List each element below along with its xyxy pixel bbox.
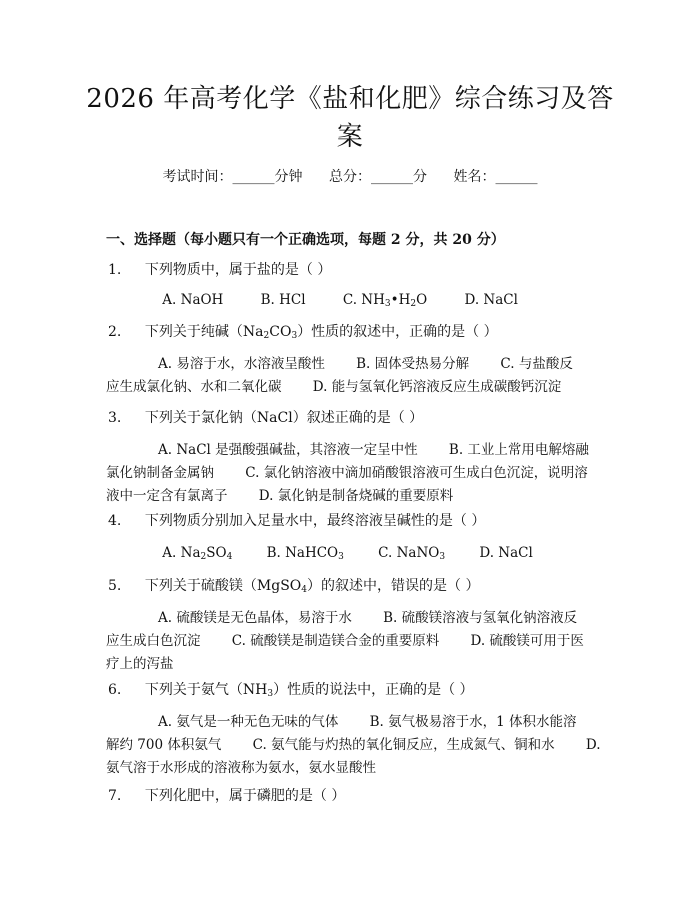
question-number: 3. (108, 410, 122, 426)
options-line-1: A. 易溶于水，水溶液呈酸性 B. 固体受热易分解 C. 与盐酸反 (158, 356, 573, 372)
options-line-1: A. 硫酸镁是无色晶体，易溶于水 B. 硫酸镁溶液与氢氧化钠溶液反 (158, 610, 578, 626)
question-5 (108, 575, 628, 601)
question-1 (108, 259, 628, 281)
question-number: 1. (108, 262, 122, 278)
option-d: D. NaCl (479, 545, 533, 561)
options-line-2: 应生成白色沉淀 C. 硫酸镁是制造镁合金的重要原料 D. 硫酸镁可用于医 (106, 633, 584, 649)
question-stem: 下列关于氨气$(NH_3)$性质的说法中，正确的是（ ） (144, 682, 474, 699)
question-2-options (106, 353, 606, 399)
options-line-1: A. NaCl 是强酸强碱盐，其溶液一定呈中性 B. 工业上常用电解熔融 (158, 442, 589, 458)
options-line-3: 液中一定含有氯离子 D. 氯化钠是制备烧碱的重要原料 (106, 488, 454, 504)
question-3 (108, 407, 628, 429)
option-a: A. NaOH (162, 292, 224, 308)
question-1-options (106, 289, 606, 316)
option-d: D. NaCl (464, 292, 518, 308)
option-a: A. $Na_2SO_4$ (162, 545, 233, 562)
options-line-2: 应生成氯化钠、水和二氧化碳 D. 能与氢氧化钙溶液反应生成碳酸钙沉淀 (106, 379, 562, 395)
question-4 (108, 510, 628, 532)
question-stem: 下列关于硫酸镁（MgSO$_4$）的叙述中，错误的是（ ） (144, 578, 480, 595)
title-line-1: 2026 年高考化学《盐和化肥》综合练习及答 (86, 84, 614, 114)
question-stem: 下列物质分别加入足量水中，最终溶液呈碱性的是（ ） (144, 513, 486, 529)
question-number: 7. (108, 788, 122, 804)
question-3-options (106, 439, 606, 508)
option-b: B. HCl (260, 292, 306, 308)
question-stem: 下列化肥中，属于磷肥的是（ ） (144, 788, 346, 804)
options-line-1: A. 氨气是一种无色无味的气体 B. 氨气极易溶于水，1 体积水能溶 (158, 714, 577, 730)
question-5-options (106, 607, 606, 676)
question-number: 6. (108, 682, 122, 698)
option-c: C. $NH_3•H_2O$ (342, 292, 428, 309)
question-number: 2. (108, 324, 122, 340)
exam-info-line (0, 166, 700, 188)
options-line-2: 氯化钠制备金属钠 C. 氯化钠溶液中滴加硝酸银溶液可生成白色沉淀，说明溶 (106, 465, 588, 481)
question-6-options (106, 711, 606, 780)
question-4-options (106, 542, 606, 569)
options-line-2: 解约 700 体积氨气 C. 氨气能与灼热的氧化铜反应，生成氮气、铜和水 D. (106, 737, 601, 753)
option-c: C. NaNO$_3$ (378, 545, 446, 562)
page-title (70, 80, 630, 156)
question-7 (108, 785, 628, 807)
section-heading: 一、选择题（每小题只有一个正确选项，每题 2 分，共 20 分） (106, 232, 505, 248)
student-name-field: 姓名：______ (453, 169, 538, 185)
question-stem: 下列物质中，属于盐的是（ ） (144, 262, 332, 278)
question-number: 4. (108, 513, 122, 529)
question-number: 5. (108, 578, 122, 594)
question-stem: 下列关于氯化钠（NaCl）叙述正确的是（ ） (144, 410, 424, 426)
question-stem: 下列关于纯碱$(Na_2CO_3)$性质的叙述中，正确的是（ ） (144, 324, 498, 341)
question-2 (108, 321, 628, 347)
exam-time-field: 考试时间：______分钟 (162, 169, 303, 185)
title-line-2: 案 (336, 122, 364, 152)
options-line-3: 疗上的泻盐 (106, 656, 174, 672)
options-line-3: 氨气溶于水形成的溶液称为氨水，氨水显酸性 (106, 760, 376, 776)
option-b: B. NaHCO$_3$ (266, 545, 344, 562)
total-score-field: 总分：______分 (329, 169, 427, 185)
question-6 (108, 679, 628, 705)
